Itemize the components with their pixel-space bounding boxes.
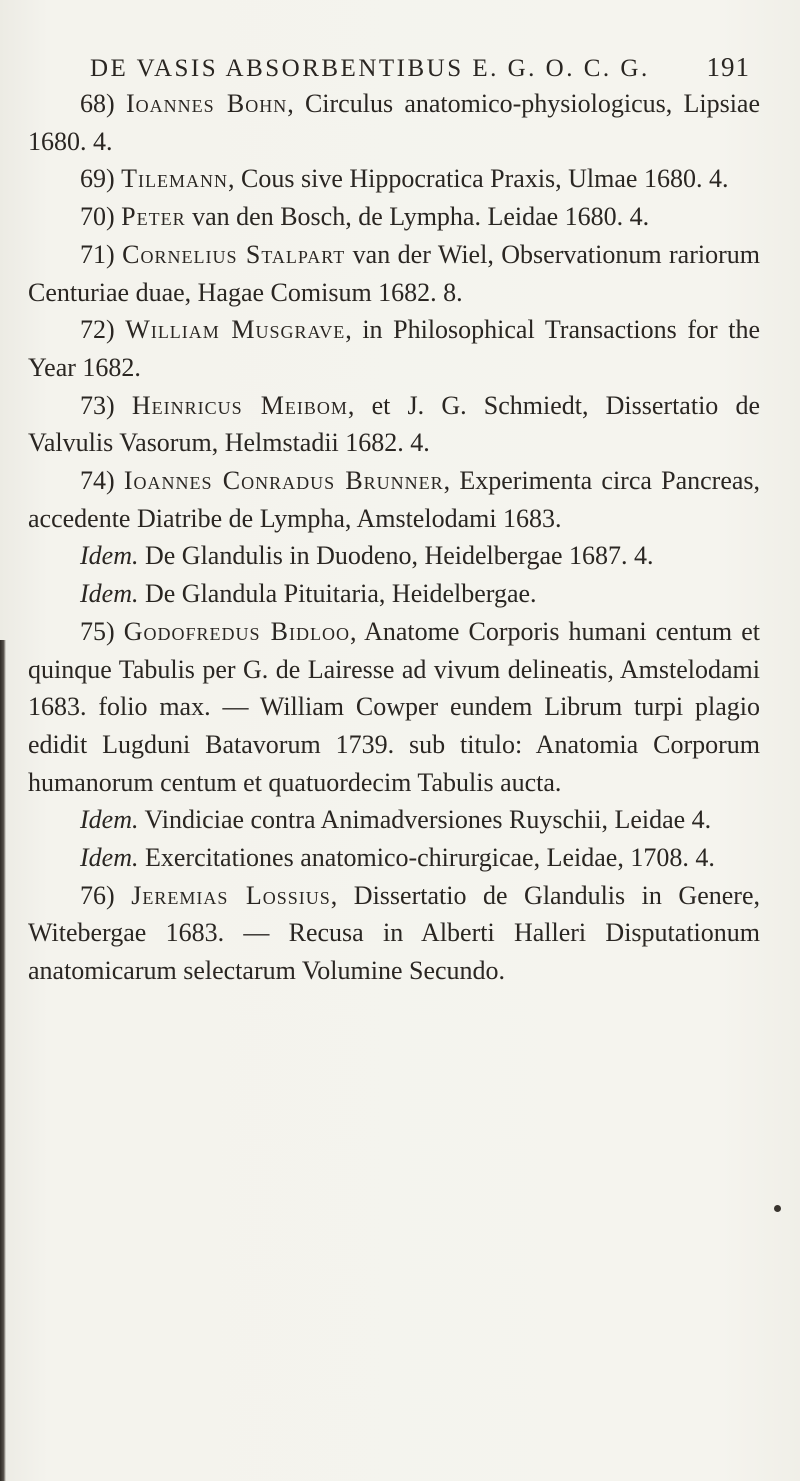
entry-author: Ioannes Bohn — [125, 89, 288, 118]
entry-author: Heinricus Meibom — [131, 390, 348, 420]
entry-76 — [28, 877, 760, 990]
entry-number: 75) — [80, 616, 115, 646]
entry-text: , Circulus anatomico-physiologicus, Lipsiae 1680. 4. — [28, 89, 761, 156]
binding-edge — [0, 640, 6, 1481]
entry-73 — [28, 387, 760, 462]
entry-number: 71) — [80, 239, 115, 269]
entry-text: , Dissertatio de Glandulis in Genere, Witebergae 1683. — Recusa in Alberti Halleri Disputationum anatomicarum selectarum Volumine Secundo. — [28, 880, 760, 986]
entry-author: Cornelius Stalpart — [122, 239, 346, 269]
entry-text: , Experimenta circa Pancreas, accedente Diatribe de Lympha, Amstelodami 1683. — [28, 466, 761, 533]
entry-author: Jeremias Lossius — [131, 880, 331, 910]
entry-text: De Glandulis in Duodeno, Heidelbergae 1687. 4. — [138, 541, 654, 571]
entry-author: William Musgrave — [125, 315, 346, 345]
entry-author: Godofredus Bidloo — [123, 616, 350, 646]
entry-author: Ioannes Conradus Brunner — [123, 466, 444, 496]
entry-70 — [28, 198, 760, 236]
entry-75-idem-1 — [28, 801, 760, 839]
entry-text: , Anatome Corporis humani centum et quinque Tabulis per G. de Lairesse ad vivum delineatis, Amstelodami 1683. folio max. — William Cowper eundem Librum turpi plagio edidit Lugduni Batavorum 1739. sub titulo: Anatomia Corporum humanorum centum et quatuordecim Tabulis aucta. — [28, 616, 760, 797]
entry-text: van den Bosch, de Lympha. Leidae 1680. 4. — [185, 202, 650, 232]
entry-text: , in Philosophical Transactions for the Year 1682. — [28, 315, 761, 382]
entry-number: 76) — [80, 880, 115, 910]
running-head — [90, 52, 750, 83]
entry-74 — [28, 462, 760, 537]
ink-spot-mark — [774, 1205, 781, 1212]
entry-text: , Cous sive Hippocratica Praxis, Ulmae 1680. 4. — [228, 164, 729, 194]
entry-idem: Idem. — [80, 579, 139, 609]
entry-number: 69) — [80, 164, 115, 194]
entry-68 — [28, 85, 760, 160]
entry-idem: Idem. — [80, 541, 139, 571]
entry-number: 74) — [80, 466, 115, 496]
entry-72 — [28, 311, 760, 386]
entry-number: 68) — [80, 89, 115, 118]
entry-71 — [28, 236, 760, 311]
entry-text: Vindiciae contra Animadversiones Ruyschii, Leidae 4. — [138, 805, 712, 835]
entry-text: van der Wiel, Observationum rariorum Centuriae duae, Hagae Comisum 1682. 8. — [28, 239, 760, 307]
running-head-title: DE VASIS ABSORBENTIBUS E. G. O. C. G. — [90, 55, 650, 82]
entry-75 — [28, 613, 760, 802]
entry-74-idem-1 — [28, 537, 760, 575]
entry-number: 72) — [80, 315, 115, 345]
entry-idem: Idem. — [80, 805, 139, 835]
entry-text: De Glandula Pituitaria, Heidelbergae. — [138, 579, 537, 609]
entry-number: 73) — [80, 390, 115, 420]
entry-text: Exercitationes anatomico-chirurgicae, Leidae, 1708. 4. — [138, 843, 715, 873]
entry-number: 70) — [80, 202, 115, 232]
bibliography-text — [28, 85, 760, 990]
entry-74-idem-2 — [28, 575, 760, 613]
entry-text: , et J. G. Schmiedt, Dissertatio de Valvulis Vasorum, Helmstadii 1682. 4. — [28, 390, 760, 458]
entry-author: Peter — [121, 202, 186, 232]
entry-69 — [28, 160, 760, 198]
entry-75-idem-2 — [28, 839, 760, 877]
entry-author: Tilemann — [121, 164, 229, 194]
page-number: 191 — [706, 52, 750, 82]
entry-idem: Idem. — [80, 843, 139, 873]
